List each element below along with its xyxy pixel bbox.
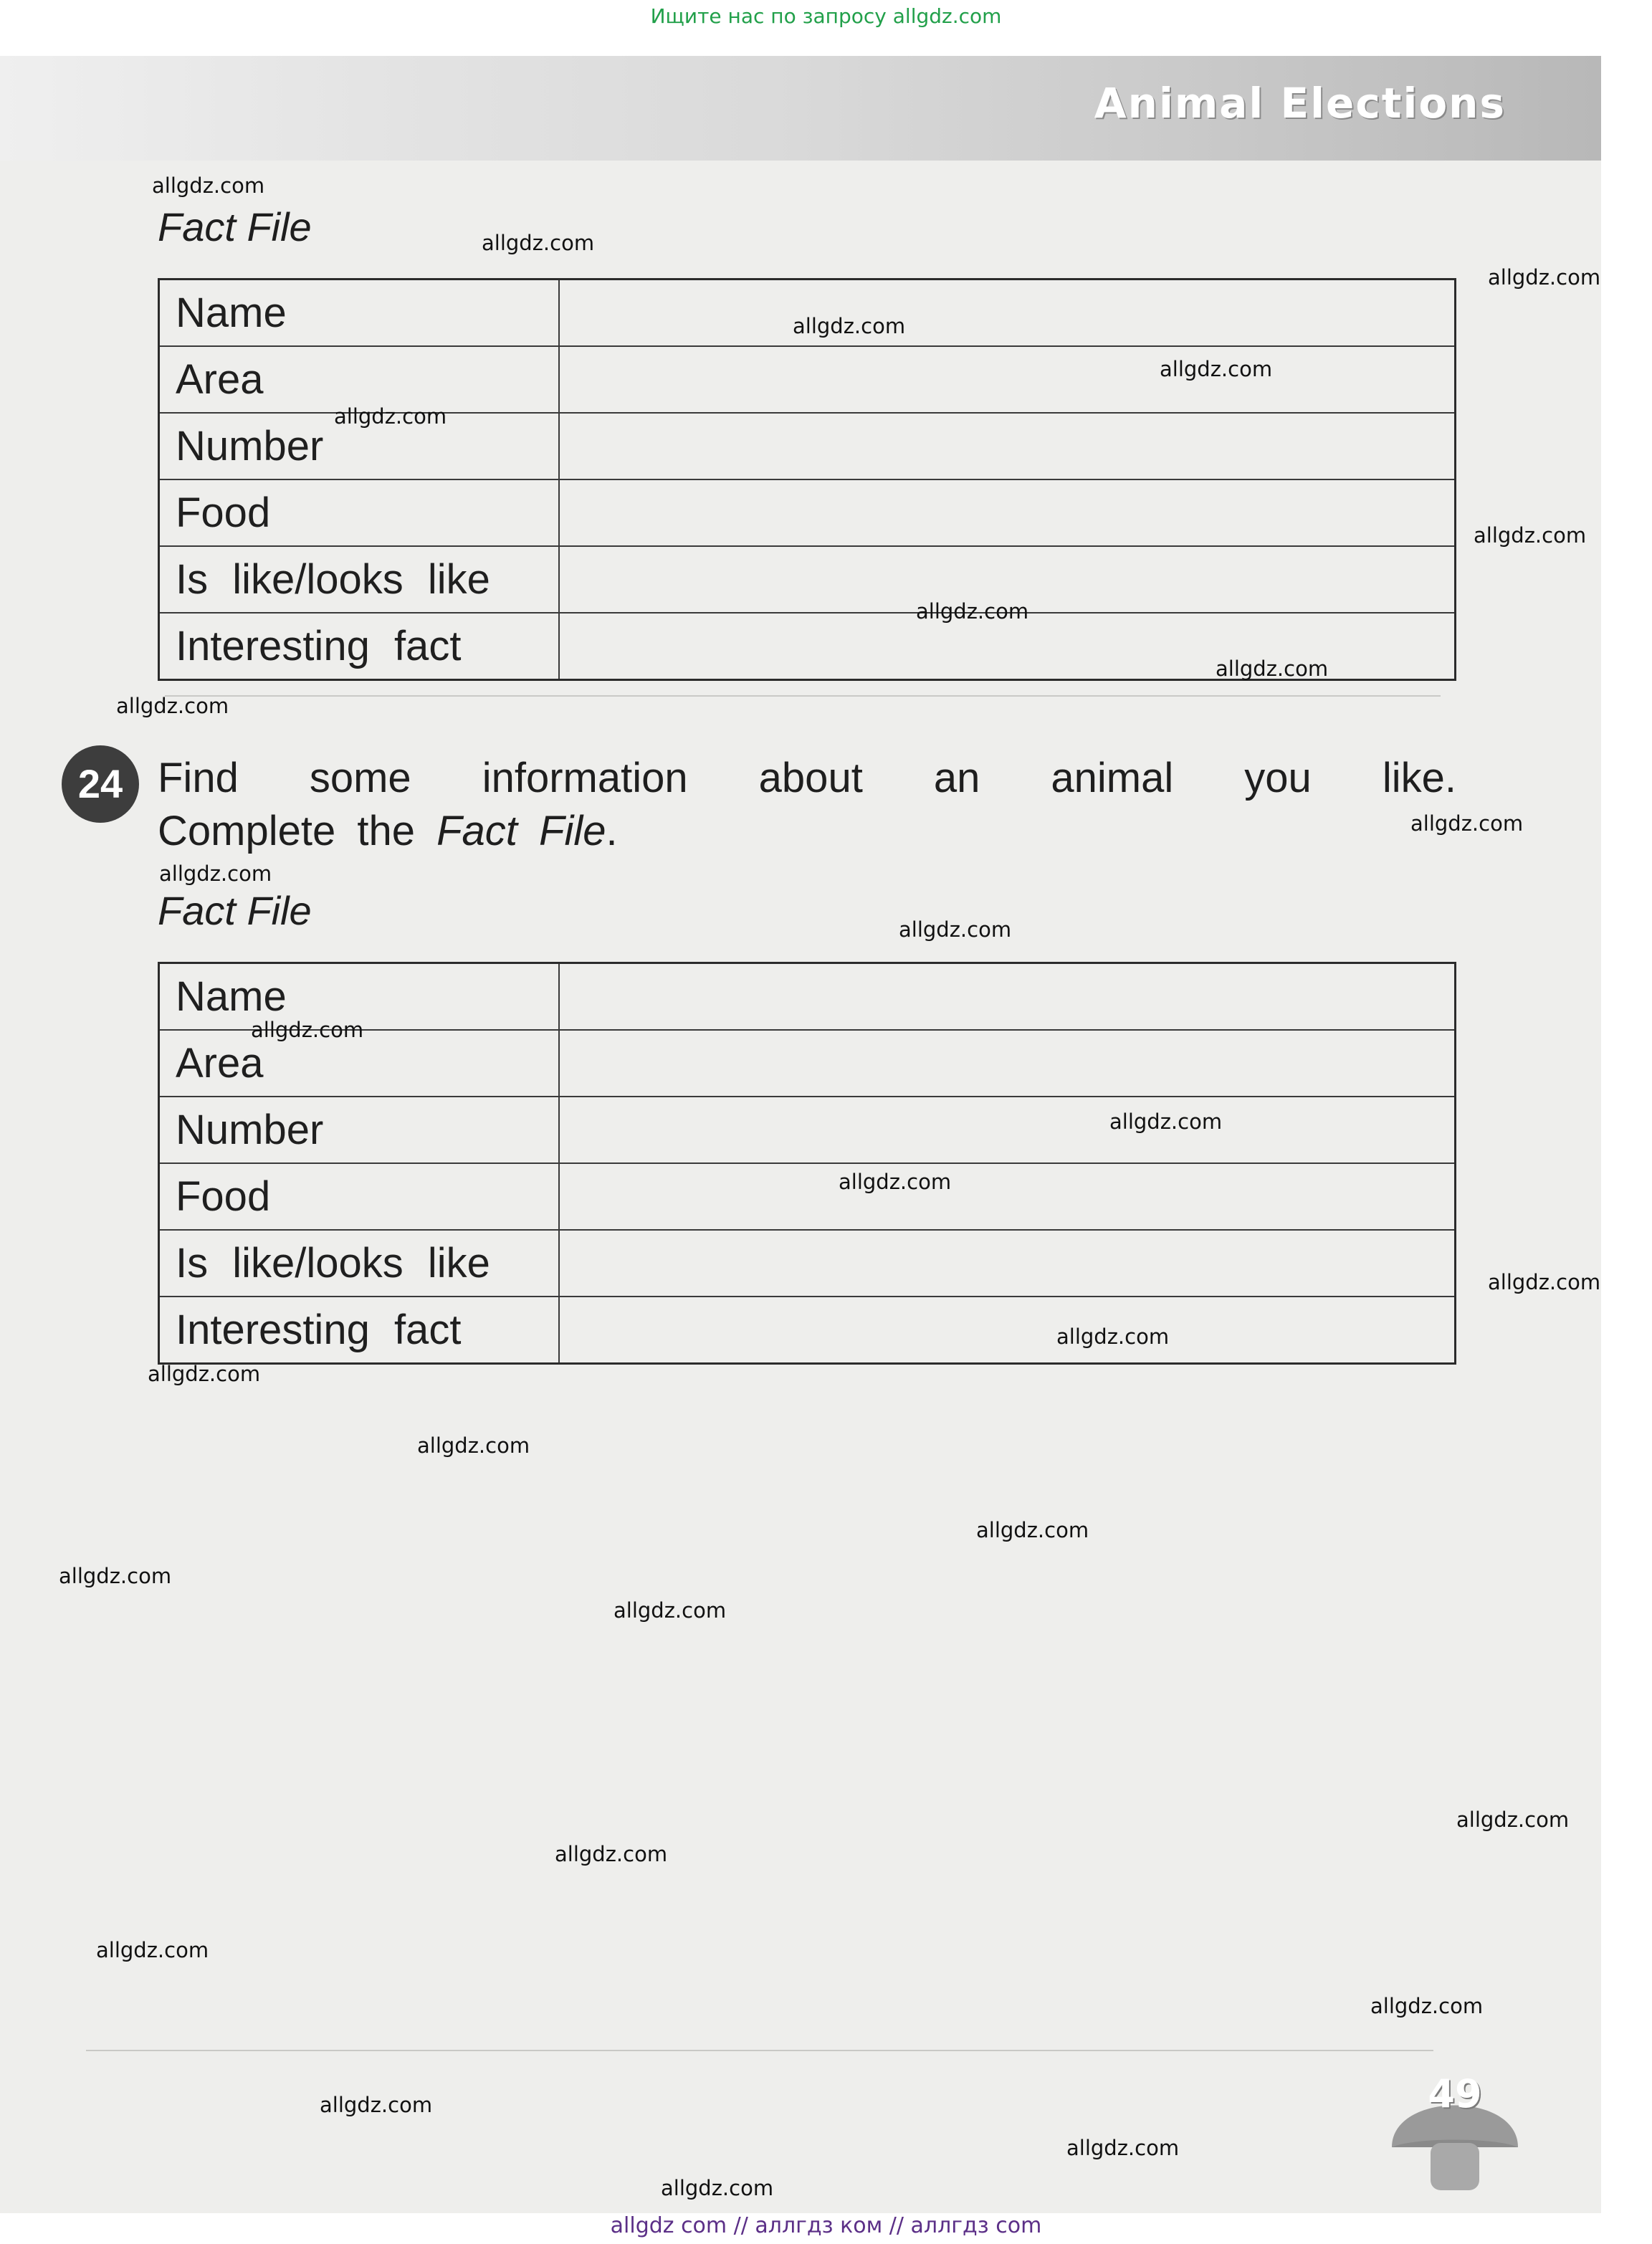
instruction-word: animal xyxy=(1051,755,1174,801)
watermark-link[interactable]: allgdz.com xyxy=(793,314,906,338)
watermark-link[interactable]: allgdz.com xyxy=(613,1598,727,1623)
fact-file-row xyxy=(159,1163,1456,1230)
watermark-link[interactable]: allgdz.com xyxy=(976,1518,1089,1542)
exercise-number-badge: 24 xyxy=(62,745,139,823)
watermark-link[interactable]: allgdz.com xyxy=(661,2176,774,2200)
watermark-link[interactable]: allgdz.com xyxy=(482,231,595,255)
fact-file-title-2: Fact File xyxy=(158,888,312,933)
fact-file-label: Is like/looks like xyxy=(159,1230,560,1297)
watermark-link[interactable]: allgdz.com xyxy=(320,2093,433,2117)
footer-links[interactable]: allgdz com // аллгдз ком // аллгдз com xyxy=(610,2213,1042,2238)
fact-file-row xyxy=(159,1230,1456,1297)
fact-file-label: Area xyxy=(159,1030,560,1097)
bleed-through-line xyxy=(165,695,1441,697)
watermark-link[interactable]: allgdz.com xyxy=(152,173,265,198)
page-number: 49 xyxy=(1428,2071,1482,2116)
fact-file-answer-cell[interactable] xyxy=(559,1097,1456,1163)
watermark-link[interactable]: allgdz.com xyxy=(1474,523,1587,548)
fact-file-answer-cell[interactable] xyxy=(559,1297,1456,1364)
watermark-link[interactable]: allgdz.com xyxy=(1410,811,1524,836)
fact-file-title-1: Fact File xyxy=(158,204,312,249)
fact-file-row xyxy=(159,546,1456,613)
watermark-link[interactable]: allgdz.com xyxy=(839,1170,952,1194)
fact-file-label: Food xyxy=(159,479,560,546)
instruction-word: you xyxy=(1244,755,1312,801)
fact-file-label: Food xyxy=(159,1163,560,1230)
fact-file-row xyxy=(159,1297,1456,1364)
fact-file-answer-cell[interactable] xyxy=(559,1030,1456,1097)
instruction-word: Find xyxy=(158,755,239,801)
fact-file-answer-cell[interactable] xyxy=(559,963,1456,1031)
watermark-link[interactable]: allgdz.com xyxy=(555,1842,668,1866)
watermark-link[interactable]: allgdz.com xyxy=(1370,1994,1484,2018)
watermark-link[interactable]: allgdz.com xyxy=(1066,2136,1180,2160)
fact-file-label: Number xyxy=(159,1097,560,1163)
fact-file-answer-cell[interactable] xyxy=(559,1163,1456,1230)
fact-file-label: Name xyxy=(159,963,560,1031)
fact-file-label: Is like/looks like xyxy=(159,546,560,613)
exercise-instruction-line-1 xyxy=(158,754,1456,802)
bleed-through-line xyxy=(86,2050,1433,2051)
watermark-link[interactable]: allgdz.com xyxy=(159,861,272,886)
watermark-link[interactable]: allgdz.com xyxy=(59,1564,172,1588)
fact-file-row xyxy=(159,479,1456,546)
watermark-link[interactable]: allgdz.com xyxy=(1488,265,1601,290)
watermark-link[interactable]: allgdz.com xyxy=(899,917,1012,942)
instruction-period: . xyxy=(606,808,618,854)
fact-file-answer-cell[interactable] xyxy=(559,280,1456,347)
instruction-word: some xyxy=(309,755,411,801)
watermark-link[interactable]: allgdz.com xyxy=(334,404,447,429)
watermark-link[interactable]: allgdz.com xyxy=(251,1018,364,1042)
watermark-link[interactable]: allgdz.com xyxy=(1216,657,1329,681)
instruction-italic-text: Fact File xyxy=(436,808,606,854)
watermark-link[interactable]: allgdz.com xyxy=(1488,1270,1601,1294)
watermark-link[interactable]: allgdz.com xyxy=(1109,1109,1223,1134)
page-title: Animal Elections xyxy=(1094,79,1506,128)
fact-file-label: Interesting fact xyxy=(159,613,560,680)
fact-file-label: Number xyxy=(159,413,560,479)
watermark-link[interactable]: allgdz.com xyxy=(148,1362,261,1386)
fact-file-label: Area xyxy=(159,346,560,413)
instruction-word: information xyxy=(482,755,688,801)
instruction-text: Complete the xyxy=(158,808,415,854)
instruction-word: like. xyxy=(1382,755,1456,801)
watermark-link[interactable]: allgdz.com xyxy=(417,1433,530,1458)
fact-file-label: Interesting fact xyxy=(159,1297,560,1364)
instruction-word: an xyxy=(933,755,980,801)
fact-file-answer-cell[interactable] xyxy=(559,413,1456,479)
fact-file-answer-cell[interactable] xyxy=(559,1230,1456,1297)
fact-file-label: Name xyxy=(159,280,560,347)
watermark-link[interactable]: allgdz.com xyxy=(116,694,229,718)
watermark-link[interactable]: allgdz.com xyxy=(96,1938,209,1962)
fact-file-row xyxy=(159,1097,1456,1163)
watermark-link[interactable]: allgdz.com xyxy=(1456,1808,1570,1832)
instruction-word: about xyxy=(758,755,863,801)
exercise-instruction-line-2 xyxy=(158,807,618,855)
fact-file-table-1 xyxy=(158,278,1456,681)
watermark-link[interactable]: allgdz.com xyxy=(1160,357,1273,381)
watermark-link[interactable]: allgdz.com xyxy=(916,599,1029,624)
watermark-link[interactable]: allgdz.com xyxy=(1056,1324,1170,1349)
fact-file-answer-cell[interactable] xyxy=(559,479,1456,546)
fact-file-answer-cell[interactable] xyxy=(559,346,1456,413)
top-notice-link[interactable]: Ищите нас по запросу allgdz.com xyxy=(650,4,1002,28)
